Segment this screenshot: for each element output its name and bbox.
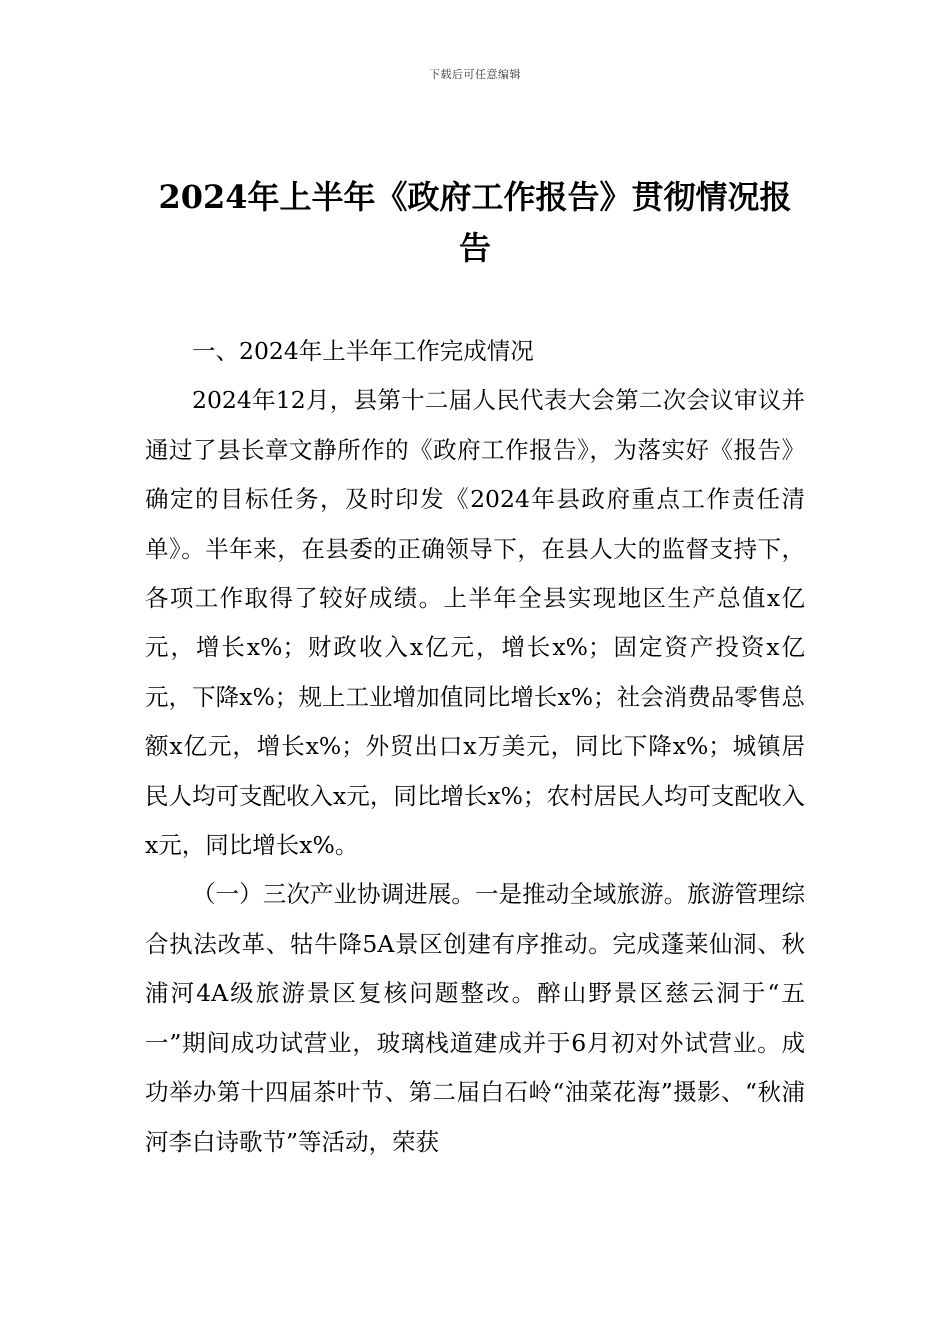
page-header-note: 下载后可任意编辑 bbox=[429, 68, 521, 81]
paragraph: 2024年12月，县第十二届人民代表大会第二次会议审议并通过了县长章文静所作的《政府工作报告》，为落实好《报告》确定的目标任务，及时印发《2024年县政府重点工作责任清单》。半年来，在县委的正确领导下，在县人大的监督支持下，各项工作取得了较好成绩。上半年全县实现地区生产总值x亿元，增长x%；财政收入x亿元，增长x%；固定资产投资x亿元，下降x%；规上工业增加值同比增长x%；社会消费品零售总额x亿元，增长x%；外贸出口x万美元，同比下降x%；城镇居民人均可支配收入x元，同比增长x%；农村居民人均可支配收入x元，同比增长x%。 bbox=[145, 386, 805, 860]
section-heading: 一、2024年上半年工作完成情况 bbox=[192, 337, 534, 365]
paragraph: （一）三次产业协调进展。一是推动全域旅游。旅游管理综合执法改革、牯牛降5A景区创建有序推动。完成蓬莱仙洞、秋浦河4A级旅游景区复核问题整改。醉山野景区慈云洞于“五一”期间成功试营业，玻璃栈道建成并于6月初对外试营业。成功举办第十四届茶叶节、第二届白石岭“油菜花海”摄影、“秋浦河李白诗歌节”等活动，荣获 bbox=[145, 880, 805, 1156]
document-body bbox=[145, 327, 805, 1167]
document-title: 2024年上半年《政府工作报告》贯彻情况报告 bbox=[158, 178, 792, 267]
